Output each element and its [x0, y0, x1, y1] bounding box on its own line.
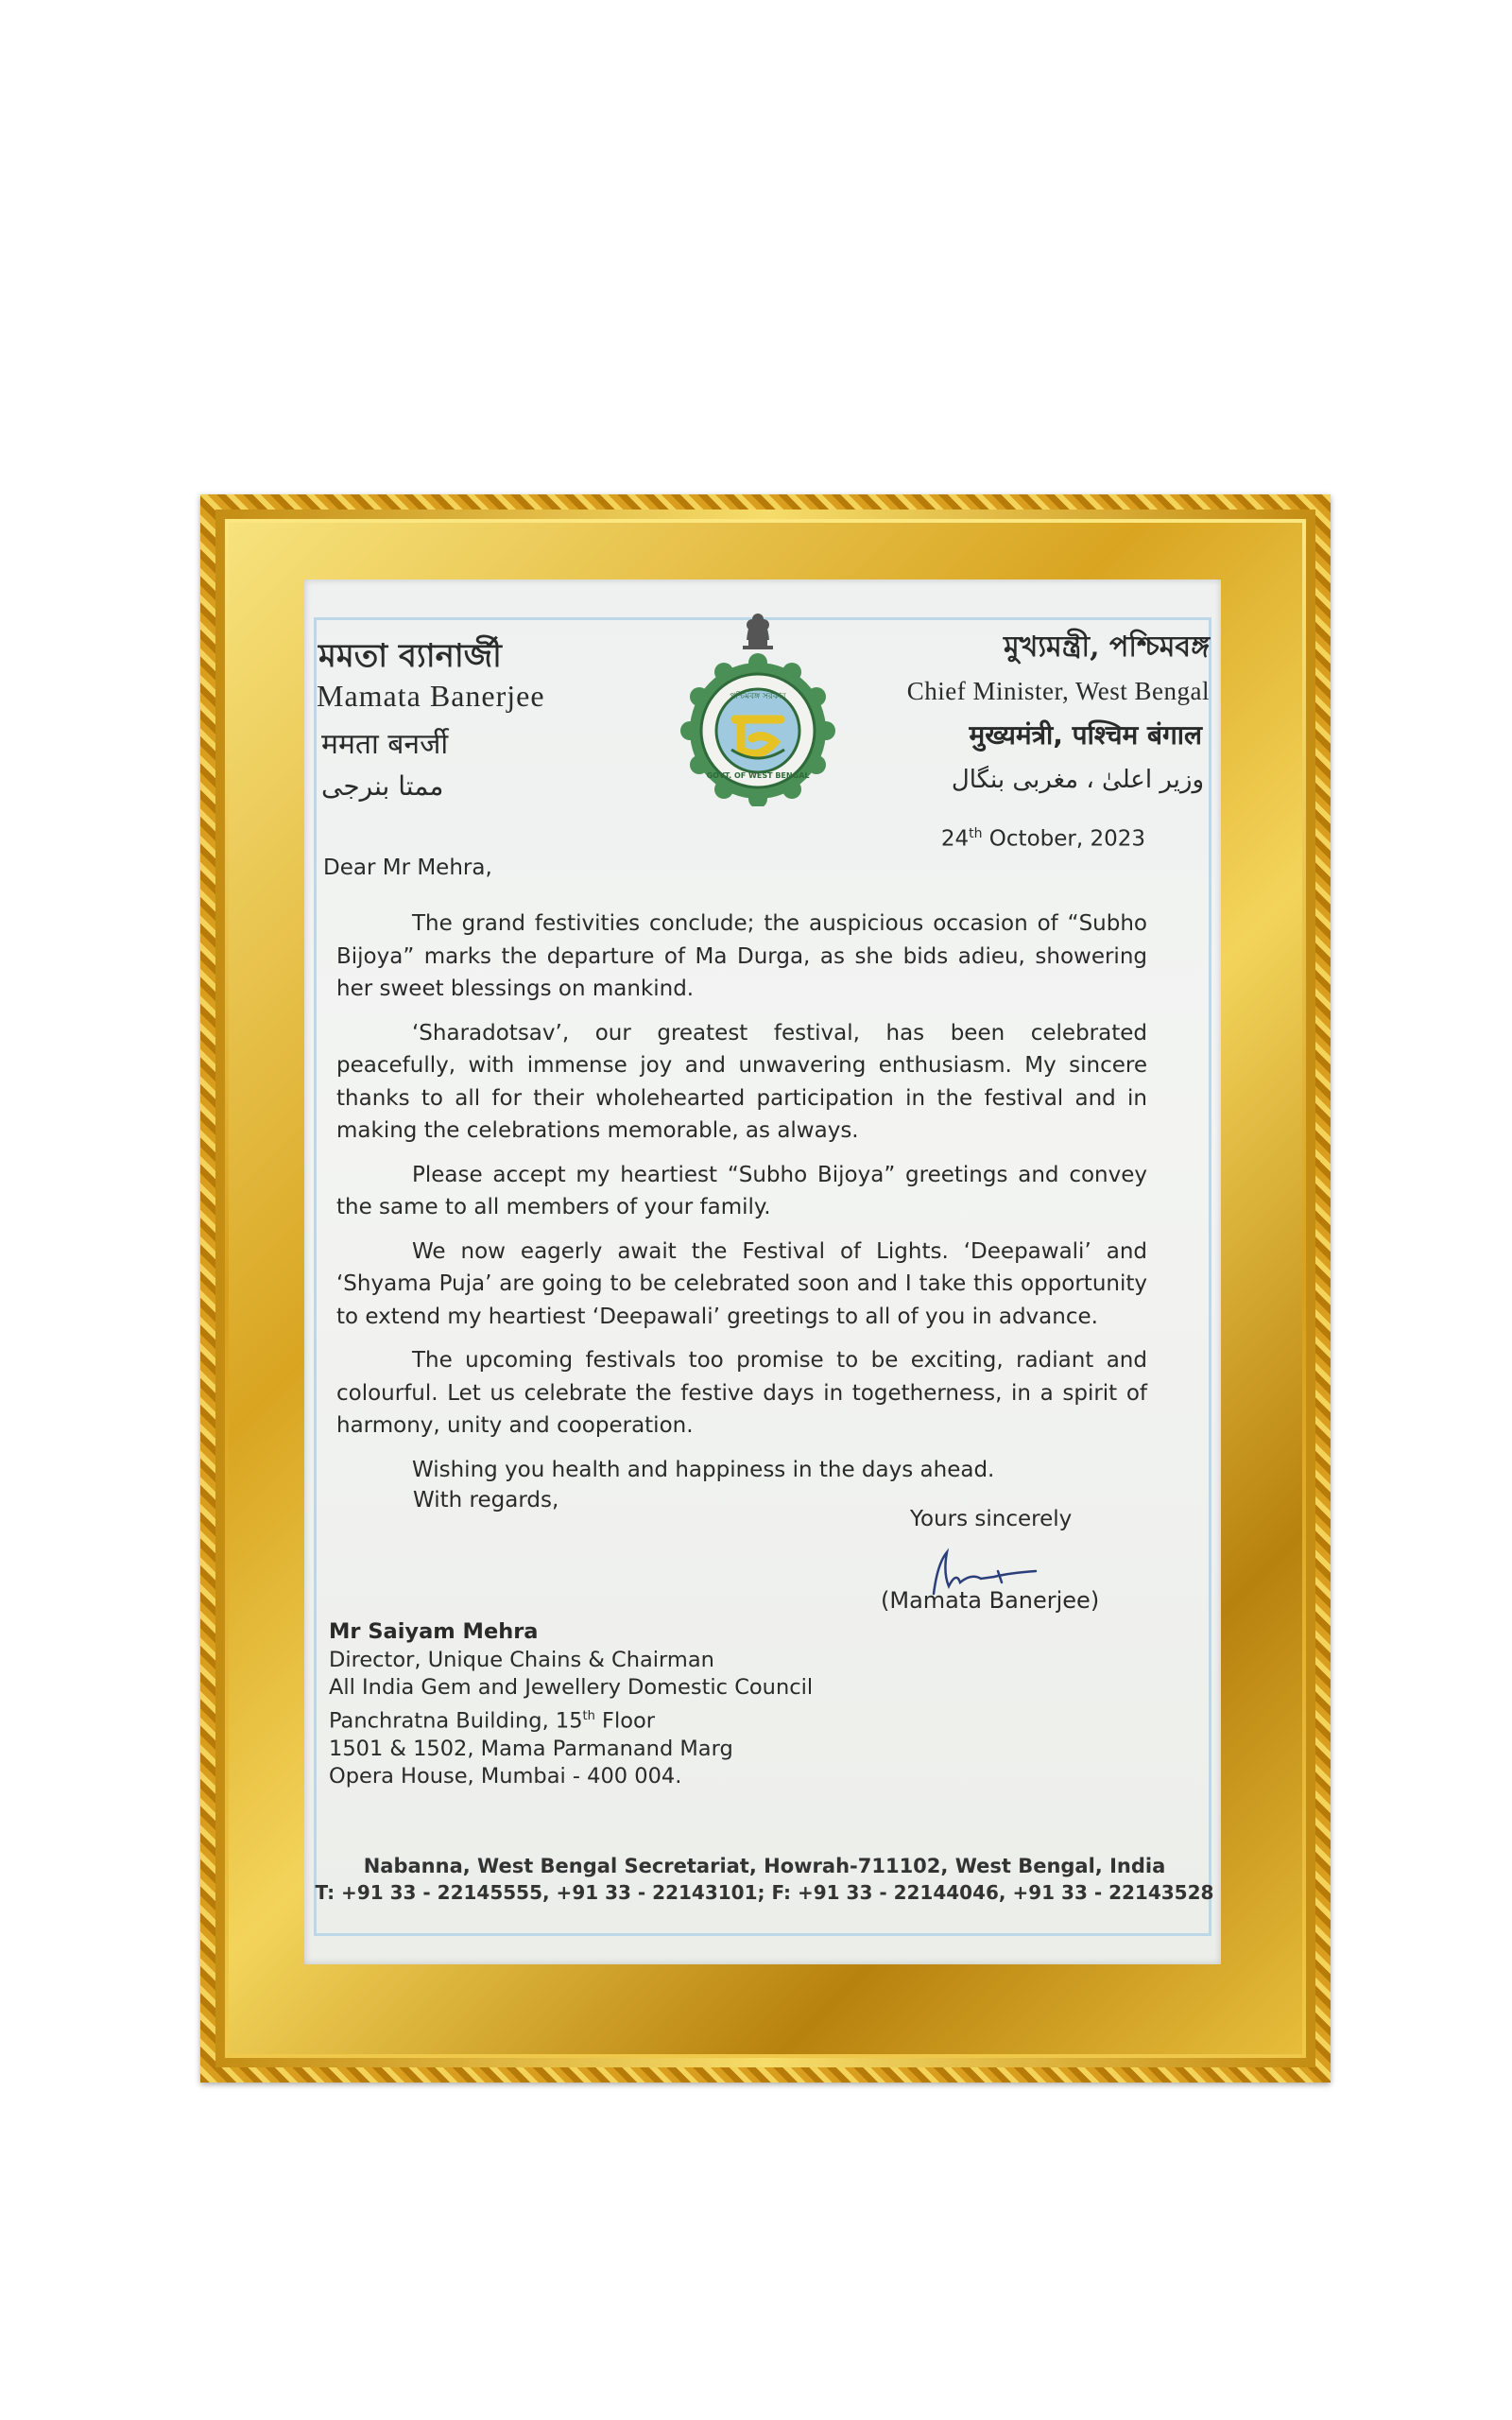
footer-phones: T: +91 33 - 22145555, +91 33 - 22143101; F: +91 33 - 22144046, +91 33 - 22143528: [315, 1881, 1214, 1904]
address-line: Opera House, Mumbai - 400 004.: [329, 1764, 682, 1789]
paragraph: Please accept my heartiest “Subho Bijoya” greetings and convey the same to all members of your family.: [336, 1162, 1147, 1219]
lion-capital-icon: [743, 614, 773, 649]
name-hindi: ममता बनर्जी: [321, 728, 449, 761]
svg-text:পশ্চিমবঙ্গ সরকার: পশ্চিমবঙ্গ সরকার: [730, 692, 786, 701]
name-urdu: ممتا بنرجی: [321, 770, 444, 802]
paragraph: We now eagerly await the Festival of Lights. ‘Deepawali’ and ‘Shyama Puja’ are going to be celebrated soon and I take this opportunity to extend my heartiest ‘Deepawali’ greetings to all of you in advance.: [336, 1238, 1147, 1329]
letter-body: [336, 908, 1147, 1492]
greeting: Dear Mr Mehra,: [323, 856, 492, 880]
sign-off: Yours sincerely: [910, 1507, 1073, 1531]
paragraph: ‘Sharadotsav’, our greatest festival, has been celebrated peacefully, with immense joy and unwavering enthusiasm. My sincere thanks to all for their wholehearted participation in the festival and in making the celebrations memorable, as always.: [336, 1020, 1147, 1143]
government-emblem: [673, 608, 843, 806]
paragraph: The grand festivities conclude; the auspicious occasion of “Subho Bijoya” marks the departure of Ma Durga, as she bids adieu, showering her sweet blessings on mankind.: [336, 911, 1147, 1001]
title-hindi: मुख्यमंत्री, पश्चिम बंगाल: [969, 719, 1202, 751]
address-line: Director, Unique Chains & Chairman: [329, 1647, 714, 1672]
name-english: Mamata Banerjee: [317, 679, 545, 713]
recipient-address: [329, 1618, 813, 1791]
recipient-name: Mr Saiyam Mehra: [329, 1619, 539, 1644]
signatory-name: (Mamata Banerjee): [881, 1587, 1100, 1614]
state-seal-icon: [680, 653, 835, 806]
closing: With regards,: [413, 1488, 559, 1512]
title-urdu: وزیر اعلیٰ ، مغربی بنگال: [951, 766, 1204, 794]
paragraph: The upcoming festivals too promise to be exciting, radiant and colourful. Let us celebrate the festive days in togetherness, in a spirit of harmony, unity and cooperation.: [336, 1348, 1147, 1438]
name-bengali: মমতা ব্যানার্জী: [318, 637, 502, 675]
address-line: Panchratna Building, 15th Floor: [329, 1708, 655, 1733]
footer-address: Nabanna, West Bengal Secretariat, Howrah-711102, West Bengal, India: [363, 1855, 1166, 1877]
title-english: Chief Minister, West Bengal: [906, 677, 1210, 705]
title-bengali: মুখ্যমন্ত্রী, পশ্চিমবঙ্গ: [1003, 631, 1210, 664]
address-line: 1501 & 1502, Mama Parmanand Marg: [329, 1736, 733, 1761]
svg-text:GOVT. OF WEST BENGAL: GOVT. OF WEST BENGAL: [706, 771, 810, 780]
letter-date: 24th October, 2023: [940, 826, 1145, 852]
address-line: All India Gem and Jewellery Domestic Council: [329, 1675, 814, 1700]
paragraph: Wishing you health and happiness in the days ahead.: [412, 1457, 995, 1482]
